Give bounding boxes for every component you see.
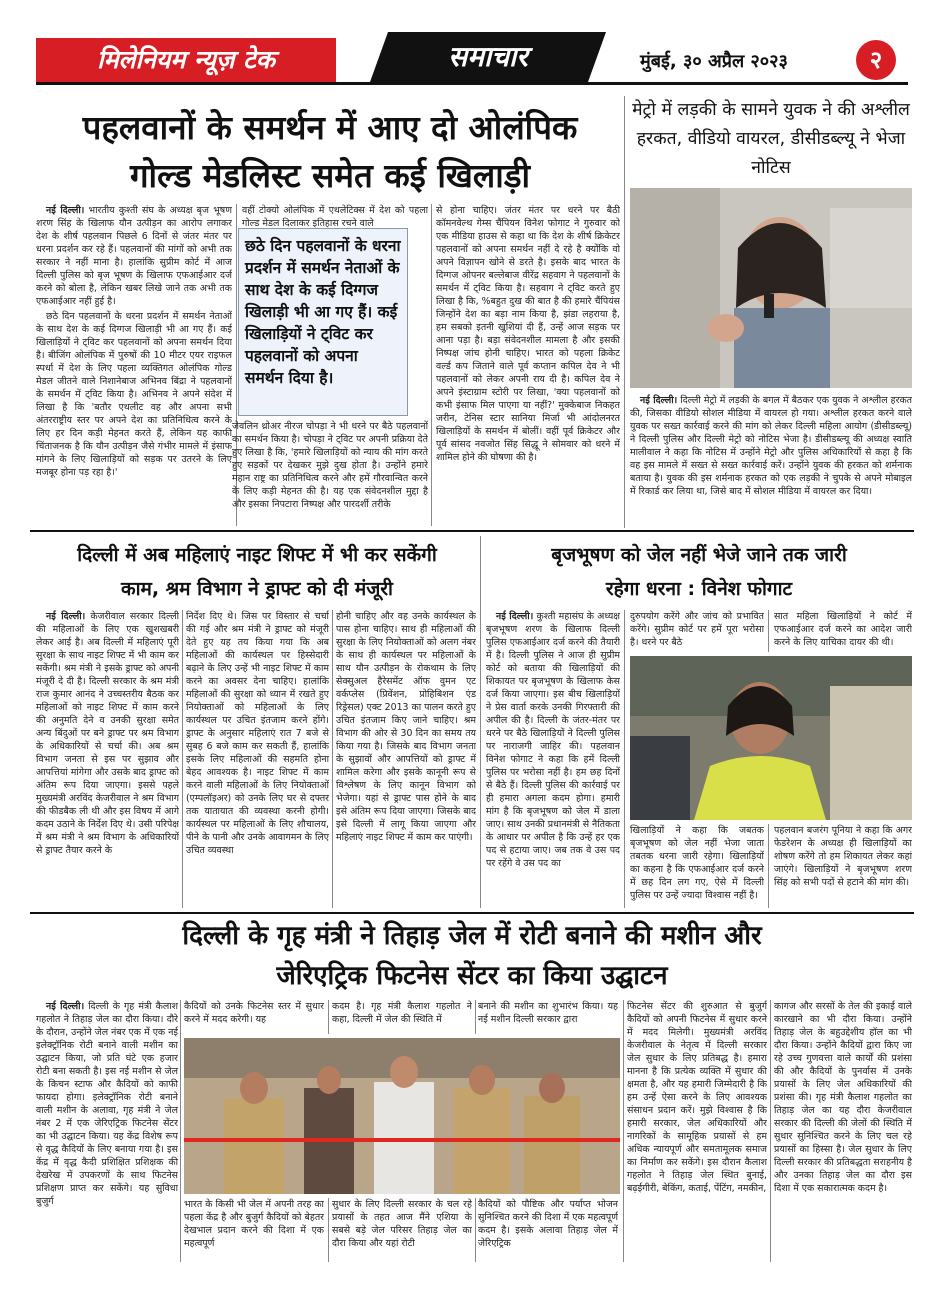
story4-dateline: नई दिल्ली। (496, 611, 534, 622)
column-divider (768, 610, 769, 652)
story5-column-4-top: बनाने की मशीन का शुभारंभ किया। यह नई मशीन दिल्ली सरकार द्वारा (478, 1001, 618, 1025)
column-divider (431, 204, 432, 526)
story5-column-1 (36, 1000, 178, 1262)
column-divider (475, 1000, 476, 1034)
story1-headline-line1: पहलवानों के समर्थन में आए दो ओलंपिक (82, 108, 578, 147)
photo-of-woman-speaking (630, 188, 912, 388)
masthead-rule (36, 82, 908, 85)
jail-photo (184, 1038, 620, 1194)
column-divider (475, 1198, 476, 1262)
story1-headline (30, 104, 630, 200)
section-rule (30, 912, 914, 914)
story2-headline: मेट्रो में लड़की के सामने युवक ने की अश्लील हरकत, वीडियो वायरल, डीसीडब्ल्यू ने भेजा नोटिस (632, 100, 910, 178)
column-divider (182, 610, 183, 908)
story3-column-2: निर्देश दिए थे। जिस पर विस्तार से चर्चा की गई और श्रम मंत्री ने ड्राफ्ट को मंजूरी देते हुए यह तय किया गया कि अब महिलाओं की कार्यस्थल पर हिस्सेदारी बढ़ाने के लिए उन्हें भी नाइट शिफ्ट में काम करने का अवसर देना चाहिए। हालांकि महिलाओं की सुरक्षा को ध्यान में रखते हुए नियोक्ताओं को महिलाओं के लिए कार्यस्थल पर उचित इंतजाम करने होंगे। ड्राफ्ट के अनुसार महिलाएं रात 7 बजे से सुबह 6 बजे काम कर सकती हैं, हालांकि इसके लिए महिलाओं की सहमति होना बेहद आवश्यक है। नाइट शिफ्ट में काम करने वाली महिलाओं के लिए नियोक्ताओं (एम्पलॉइअर) को उनके लिए घर से दफ्तर तक यातायात की व्यवस्था करनी होगी। कार्यस्थल पर महिलाओं के लिए शौचालय, पीने के पानी और उनके आवागमन के लिए उचित व्यवस्था (186, 611, 329, 856)
story1-dateline: नई दिल्ली। (46, 205, 85, 216)
story2-text: दिल्ली मेट्रो में लड़की के बगल में बैठकर एक युवक ने अश्लील हरकत की, जिसका वीडियो सोशल मीडिया में वायरल हो गया। अश्लील हरकत करने वाले युवक पर सख्त कार्रवाई करने की मांग को लेकर दिल्ली महिला आयोग (डीसीडब्ल्यू) ने दिल्ली पुलिस और दिल्ली मेट्रो को नोटिस भेजा है। डीसीडब्ल्यू की अध्यक्ष स्वाति मालीवाल ने कहा कि नोटिस में उन्होंने मेट्रो और पुलिस अधिकारियों से कहा है कि वह इस मामले में सख्त से सख्त कार्रवाई करें। उन्होंने युवक की हरकत को शर्मनाक बताया है। युवक की इस शर्मनाक हरकत को एक लड़की ने चुपके से अपने मोबाइल में रिकार्ड कर लिया था, जिसे बाद में सोशल मीडिया में वायरल कर दिया। (630, 395, 912, 497)
story5-column-2-top: कैदियों को उनके फिटनेस स्तर में सुधार करने में मदद करेगी। यह (184, 1001, 324, 1025)
column-divider (624, 96, 625, 528)
story4-col1-text: कुश्ती महासंघ के अध्यक्ष बृजभूषण शरण के खिलाफ दिल्ली पुलिस एफआईआर दर्ज करने की तैयारी में है। दिल्ली पुलिस ने आज ही सुप्रीम कोर्ट को बताया की खिलाड़ियों की शिकायत पर बृजभूषण के खिलाफ केस दर्ज किया जाएगा। इस बीच खिलाड़ियों ने प्रेस वार्ता करके उनकी गिरफ्तारी की अपील की है। दिल्ली के जंतर-मंतर पर धरने पर बैठे खिलाड़ियों ने दिल्ली पुलिस पर नाराजगी जाहिर की। पहलवान विनेश फोगाट ने कहा कि हमें दिल्ली पुलिस पर भरोसा नहीं है। हम छह दिनों से बैठे हैं। दिल्ली पुलिस की कार्रवाई पर ही हमारा अगला कदम होगा। हमारी मांग है कि बृजभूषण को जेल में डाला जाए। साथ उनकी प्रधानमंत्री से नैतिकता के आधार पर अपील है कि उन्हें हर एक पद से हटाया जाए। जब तक वे उस पद पर रहेंगे वे उस पद का (486, 611, 620, 869)
wrestler-photo (630, 656, 912, 820)
metro-photo (630, 188, 912, 388)
story3-col1-text: केजरीवाल सरकार दिल्ली की महिलाओं के लिए एक खुशखबरी लेकर आई है। अब दिल्ली में महिलाएं पूरी सुरक्षा के साथ नाइट शिफ्ट में भी काम कर सकेंगी। श्रम मंत्री ने इसके ड्राफ्ट को अपनी मंजूरी दे दी है। दिल्ली सरकार के श्रम मंत्री राज कुमार आनंद ने उच्चस्तरीय बैठक कर महिलाओं को नाइट शिफ्ट में काम करने की अनुमति देने व उनकी सुरक्षा समेत अन्य बिंदुओं पर बने ड्राफ्ट पर श्रम विभाग के अधिकारियों से चर्चा की। अब श्रम विभाग जनता से इस पर सुझाव और आपत्तियां मांगेगा और उसके बाद ड्राफ्ट को अंतिम रूप दिया जाएगा। इससे पहले मुख्यमंत्री अरविंद केजरीवाल ने श्रम विभाग की फीडबैक ली थी और इस विषय में आगे कदम उठाने के निर्देश दिए थे। उसी परिपेक्ष में श्रम मंत्री ने श्रम विभाग के अधिकारियों से ड्राफ्ट तैयार करने के (36, 611, 179, 856)
issue-date: मुंबई, ३० अप्रैल २०२३ (640, 51, 788, 72)
story5-column-2-bottom: भारत के किसी भी जेल में अपनी तरह का पहला केंद्र है और बुजुर्ग कैदियों को बेहतर देखभाल प्रदान करने की दिशा में एक महत्वपूर्ण (184, 1199, 324, 1249)
photo-of-wrestler (630, 656, 912, 820)
story4-headline-line2: रहेगा धरना : विनेश फोगाट (605, 578, 793, 600)
story2-body (630, 394, 912, 528)
story4-column-2-top: दुरुपयोग करेंगे और जांच को प्रभावित करेंगे। सुप्रीम कोर्ट पर हमें पूरा भरोसा है। धरने पर बैठे (630, 611, 764, 648)
story5-column-5: फिटनेस सेंटर की शुरुआत से बुजुर्ग कैदियों को अपनी फिटनेस में सुधार करने में मदद मिलेगी। मुख्यमंत्री अरविंद केजरीवाल के नेतृत्व में दिल्ली सरकार जेल सुधार के लिए प्रतिबद्ध है। हमारा मानना है कि प्रत्येक व्यक्ति में सुधार की क्षमता है, और यह हमारी जिम्मेदारी है कि हम उन्हें ऐसा करने के लिए आवश्यक संसाधन प्रदान करें। मुझे विश्वास है कि हमारी सरकार, जेल अधिकारियों और नागरिकों के सामूहिक प्रयासों से हम अधिक न्यायपूर्ण और समतामूलक समाज का निर्माण कर सकेंगे। इस दौरान कैलाश गहलोत ने तिहाड़ जेल स्थित बुनाई, बढ़ईगीरी, बेकिंग, कताई, पेंटिंग, नमकीन, (627, 1001, 767, 1194)
story3-headline (30, 538, 484, 606)
section-title: समाचार (388, 32, 588, 82)
column-divider (768, 824, 769, 908)
story1-col1-text: भारतीय कुश्ती संघ के अध्यक्ष बृज भूषण शरण सिंह के खिलाफ यौन उत्पीड़न का आरोप लगाकर देश के शीर्ष पहलवान पिछले 6 दिनों से जंतर मंतर पर धरना प्रदर्शन कर रहे हैं। पहलवानों की मांगों को अभी तक सरकार ने नहीं माना है। हालांकि सुप्रीम कोर्ट में आज दिल्ली पुलिस को बृज भूषण के खिलाफ एफआईआर दर्ज करने को बोला है, लेकिन खबर लिखे जाने तक अभी तक एफआईआर नहीं हुई है। (36, 205, 232, 307)
story5-column-4-bottom: कैदियों को पौष्टिक और पर्याप्त भोजन सुनिश्चित करने की दिशा में एक महत्वपूर्ण कदम है। इसके अलावा तिहाड़ जेल में जेरिएट्रिक (478, 1199, 618, 1249)
column-divider (332, 610, 333, 908)
story1-column-2-top: वहीं टोक्यो ओलंपिक में एथलेटिक्स में देश को पहला गोल्ड मेडल दिलाकर इतिहास रचने वाले (242, 205, 428, 228)
story4-column-3-top: सात महिला खिलाड़ियों ने कोर्ट में एफआईआर दर्ज करने का आदेश जारी करने के लिए याचिका दायर की थी। (774, 611, 912, 648)
story4-headline-line1: बृजभूषण को जेल नहीं भेजे जाने तक जारी (551, 544, 847, 566)
story3-dateline: नई दिल्ली। (46, 611, 86, 622)
story5-column-3-bottom: सुधार के लिए दिल्ली सरकार के चल रहे प्रयासों के तहत आज मैंने एशिया के सबसे बड़े जेल परिसर तिहाड़ जेल का दौरा किया और यहां रोटी (332, 1199, 472, 1249)
section-rule (30, 530, 914, 532)
story5-headline-line1: दिल्ली के गृह मंत्री ने तिहाड़ जेल में रोटी बनाने की मशीन और (182, 921, 762, 951)
story1-column-2: जेवलिन थ्रोअर नीरज चोपड़ा ने भी धरने पर बैठे पहलवानों का समर्थन किया है। चोपड़ा ने ट्विट पर अपनी प्रक्रिया देते हुए लिखा है कि, 'हमारे खिलाड़ियों को न्याय की मांग करते हुए सड़कों पर देखकर मुझे दुख होता है। उन्होंने हमारे महान राष्ट्र का प्रतिनिधित्व करने और हमें गौरवान्वित करने के लिए कड़ी मेहनत की है। यह एक संवेदनशील मुद्दा है और इसका निपटारा निष्पक्ष और पारदर्शी तरीके (232, 421, 428, 510)
column-divider (623, 1000, 624, 1262)
masthead (0, 0, 945, 92)
story5-dateline: नई दिल्ली। (46, 1001, 85, 1012)
story5-col1-text: दिल्ली के गृह मंत्री कैलाश गहलोत ने तिहाड़ जेल का दौरा किया। दौरे के दौरान, उन्होंने जेल नंबर एक में एक नई इलेक्ट्रॉनिक रोटी बनाने वाली मशीन का उद्घाटन किया, जो प्रति घंटे एक हजार रोटी बना सकती है। इस नई मशीन से जेल के किचन स्टाफ और कैदियों को काफी फायदा होगा। इलेक्ट्रॉनिक रोटी बनाने वाली मशीन के अलावा, गृह मंत्री ने जेल नंबर 2 में एक जेरिएट्रिक फिटनेस सेंटर का भी उद्घाटन किया। यह केंद्र विशेष रूप से वृद्ध कैदियों के लिए बनाया गया है। इस केंद्र में वृद्ध कैदी प्रशिक्षित प्रशिक्षक की देखरेख में उपकरणों के साथ फिटनेस प्रशिक्षण प्राप्त कर सकेंगे। यह सुविधा बुजुर्ग (36, 1001, 178, 1207)
story3-column-3: होनी चाहिए और वह उनके कार्यस्थल के पास होना चाहिए। साथ ही महिलाओं की सुरक्षा के लिए नियोक्ताओं को अलग नंबर के साथ ही कार्यस्थल पर महिलाओं के साथ यौन उत्पीड़न के रोकथाम के लिए सेक्सुअल हैरेसमेंट ऑफ वुमन एट वर्कप्लेस (प्रिवेंशन, प्रोहिबिशन एंड रिड्रेसल) एक्ट 2013 का पालन करते हुए उचित इंतजाम किए जाने चाहिए। श्रम विभाग की ओर से 30 दिन का समय तय किया गया है। जिसके बाद विभाग जनता के सुझावों और आपत्तियों को ड्राफ्ट में शामिल करेगा और इसके कानूनी रूप से विश्लेषण के लिए कानून विभाग को भेजेगा। यहां से ड्राफ्ट पास होने के बाद इसे अंतिम रूप दिया जाएगा। जिसके बाद इसे दिल्ली में लागू किया जाएगा और महिलाएं नाइट शिफ्ट में काम कर पाएंगी। (336, 611, 476, 843)
story5-column-6: कागज और सरसों के तेल की इकाई वाले कारखाने का भी दौरा किया। उन्होंने तिहाड़ जेल के बहुउद्देशीय हॉल का भी दौरा किया। उन्होंने कैदियों द्वारा किए जा रहे उच्च गुणवत्ता वाले कार्यों की प्रशंसा की और कैदियों के पुनर्वास में उनके प्रयासों के लिए जेल अधिकारियों की प्रशंसा की। गृह मंत्री कैलाश गहलोत का तिहाड़ जेल का यह दौरा केजरीवाल सरकार की दिल्ली की जेलों की स्थिति में सुधार सुनिश्चित करने के लिए चल रहे प्रयासों का हिस्सा है। जेल सुधार के लिए दिल्ली सरकार की प्रतिबद्धता सराहनीय है और उनका तिहाड़ जेल का दौरा इस दिशा में एक सकारात्मक कदम है। (774, 1001, 912, 1194)
column-divider (328, 1000, 329, 1034)
story3-column-1 (36, 610, 179, 908)
column-divider (180, 1000, 181, 1262)
column-divider (480, 536, 481, 908)
brand-logo: मिलेनियम न्यूज़ टेक (36, 38, 336, 82)
pull-quote: छठे दिन पहलवानों के धरना प्रदर्शन में समर्थन नेताओं के साथ देश के कई दिग्गज खिलाड़ी भी आ गए हैं। कई खिलाड़ियों ने ट्विट कर पहलवानों को अपना समर्थन दिया है। (238, 228, 408, 416)
photo-of-ribbon-cutting (184, 1038, 620, 1194)
story1-column-1 (36, 204, 232, 526)
story5-headline-line2: जेरिएट्रिक फिटनेस सेंटर का किया उद्घाटन (276, 961, 668, 991)
page-number: २ (856, 40, 896, 80)
column-divider (624, 610, 625, 908)
story1-headline-line2: गोल्ड मेडलिस्ट समेत कई खिलाड़ी (129, 156, 531, 195)
story4-column-1 (486, 610, 620, 908)
story1-col1b-text: छठे दिन पहलवानों के धरना प्रदर्शन में समर्थन नेताओं के साथ देश के कई दिग्गज खिलाड़ी भी आ गए हैं। कई खिलाड़ियों ने ट्विट कर पहलवानों को अपना समर्थन दिया है। बीजिंग ओलंपिक में पुरुषों की 10 मीटर एयर राइफल स्पर्धा में देश के लिए पहला व्यक्तिगत ओलंपिक गोल्ड मेडल जीतने वाले निशानेबाज अभिनव बिंद्रा ने पहलवानों के समर्थन में ट्विट किया है। अभिनव ने अपने संदेश में लिखा है कि 'बतौर एथलीट वह और अपना सभी अंतरराष्ट्रीय स्तर पर अपने देश का प्रतिनिधित्व करने के लिए हर दिन कड़ी मेहनत करते हैं, लेकिन यह काफी चिंताजनक है कि यौन उत्पीड़न जैसे गंभीर मामले में इंसाफ मांगने के लिए खिलाड़ियों को सड़क पर उतरने के लिए मजबूर होना पड़ रहा है।' (36, 311, 232, 478)
column-divider (770, 1000, 771, 1262)
story3-headline-line1: दिल्ली में अब महिलाएं नाइट शिफ्ट में भी कर सकेंगी (77, 544, 437, 566)
story3-headline-line2: काम, श्रम विभाग ने ड्राफ्ट को दी मंजूरी (121, 578, 393, 600)
story4-headline (486, 538, 912, 606)
story5-column-3-top: कदम है। गृह मंत्री कैलाश गहलोत ने कहा, दिल्ली में जेल की स्थिति में (332, 1001, 472, 1025)
story5-headline (30, 916, 914, 996)
story2-dateline: नई दिल्ली। (640, 395, 678, 406)
column-divider (328, 1198, 329, 1262)
story4-column-2-bottom: खिलाड़ियों ने कहा कि जबतक बृजभूषण को जेल नहीं भेजा जाता तबतक धरना जारी रहेगा। खिलाड़ियों का कहना है कि एफआईआर दर्ज करने में छह दिन लग गए, ऐसे में दिल्ली पुलिस पर उन्हें ज्यादा विश्वास नहीं है। (630, 825, 764, 901)
story1-column-3: से होना चाहिए। जंतर मंतर पर धरने पर बैठी कॉमनवेल्थ गेम्स चैंपियन विनेश फोगाट ने गुरुवार को एक मीडिया हाउस से कहा था कि देश के शीर्ष क्रिकेटर पहलवानों को अपना समर्थन नहीं दे रहे है क्योंकि वो अपने विज्ञापन खोने से डरते है। इसके बाद भारत के दिग्गज ओपनर बल्लेबाज वीरेंद्र सहवाग ने पहलवानों के समर्थन में ट्विट किया है। सहवाग ने ट्विट करते हुए लिखा है कि, %बहुत दुख की बात है की हमारे चैंपियंस जिन्होंने देश का बड़ा नाम किया है, झंडा लहराया है, हम सबको इतनी खुशियां दी हैं, उन्हें आज सड़क पर आना पड़ा है। बड़ा संवेदनशील मामला है और इसकी निष्पक्ष जांच होनी चाहिए। भारत को पहला क्रिकेट वर्ल्ड कप जिताने वाले पूर्व कप्तान कपिल देव ने भी पहलवानों को लेकर अपनी राय दी है। कपिल देव ने अपने इंस्टाग्राम स्टोरी पर लिखा, 'क्या पहलवानों को कभी इंसाफ मिल पाएगा या नहीं?' मुक्केबाज निकहत जरीन, टेनिस स्टार सानिया मिर्जा भी आंदोलनरत खिलाड़ियों के समर्थन में बोलीं। वहीं पूर्व क्रिकेटर और पूर्व सांसद नवजोत सिंह सिद्धू ने सोमवार को धरने में शामिल होने की घोषणा की है। (436, 205, 620, 463)
story4-column-3-bottom: पहलवान बजरंग पूनिया ने कहा कि अगर फेडरेशन के अध्यक्ष ही खिलाड़ियों का शोषण करेंगे तो हम शिकायत लेकर कहां जाएंगे। खिलाड़ियों ने बृजभूषण शरण सिंह को सभी पदों से हटाने की मांग की। (774, 825, 912, 888)
